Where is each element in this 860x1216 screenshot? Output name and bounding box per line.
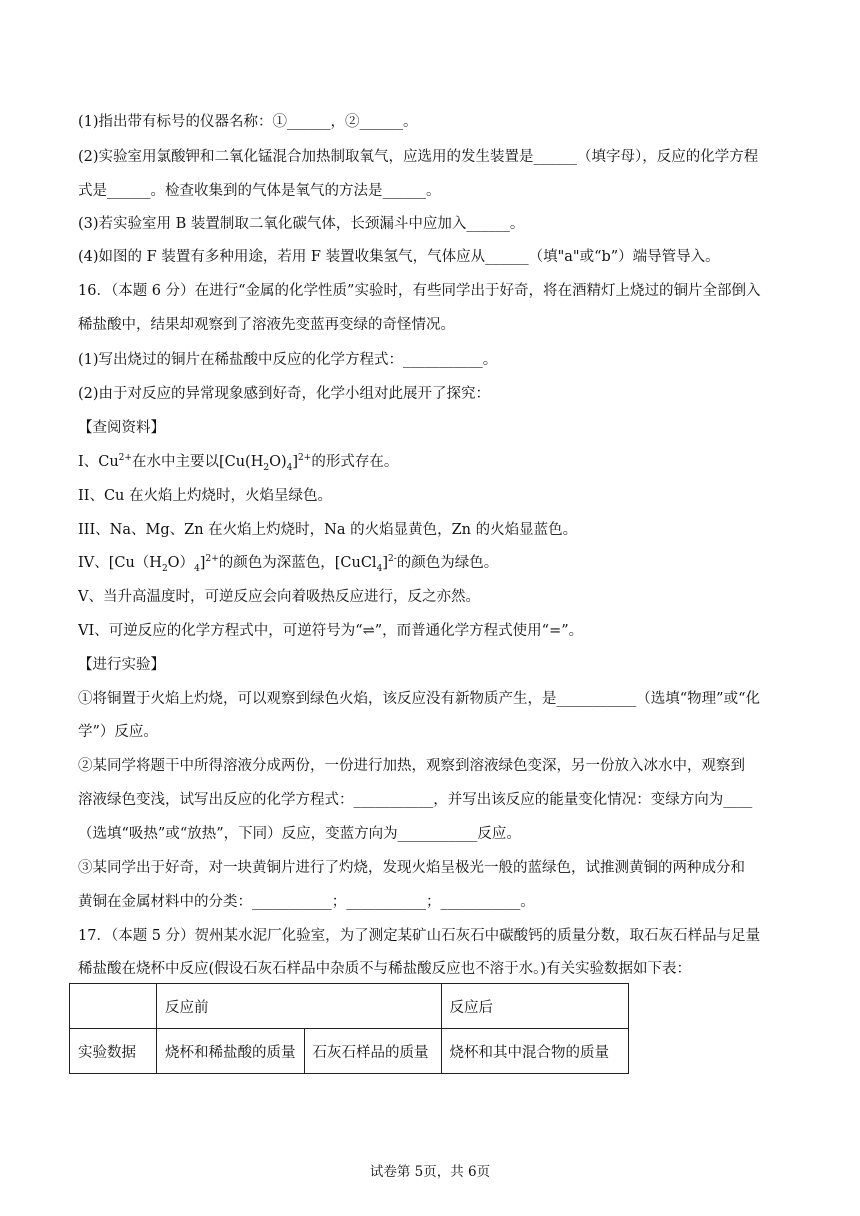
- q16-sub2: (2)由于对反应的异常现象感到好奇，化学小组对此展开了探究：: [78, 386, 491, 402]
- table-row: [70, 984, 629, 1029]
- table-cell-beaker-acid: 烧杯和稀盐酸的质量: [157, 1029, 305, 1074]
- experiment-2-line1: ②某同学将题干中所得溶液分成两份，一份进行加热，观察到溶液绿色变深，另一份放入冰水中，观察到: [78, 758, 745, 774]
- experiment-1-line1: ①将铜置于火焰上灼烧，可以观察到绿色火焰，该反应没有新物质产生，是___________（选填“物理”或“化: [78, 691, 760, 707]
- reference-item-3: III、Na、Mg、Zn 在火焰上灼烧时，Na 的火焰显黄色，Zn 的火焰显蓝色。: [78, 522, 578, 538]
- experiment-3-line1: ③某同学出于好奇，对一块黄铜片进行了灼烧，发现火焰呈极光一般的蓝绿色，试推测黄铜的两种成分和: [78, 860, 745, 876]
- q15-part4: (4)如图的 F 装置有多种用途，若用 F 装置收集氢气，气体应从______（填"a"或“b”）端导管导入。: [78, 249, 720, 265]
- experiment-2-line3: （选填“吸热”或“放热”，下同）反应，变蓝方向为___________反应。: [78, 826, 521, 842]
- experiment-data-table: [69, 983, 629, 1074]
- reference-item-1: I、$Cu^{2+}$在水中主要以$[Cu(H_2O)_4]^{2+}$的形式存在。: [78, 453, 399, 472]
- experiment-heading: 【进行实验】: [78, 657, 165, 673]
- table-header-before: 反应前: [157, 984, 442, 1029]
- q15-part3: (3)若实验室用 B 装置制取二氧化碳气体，长颈漏斗中应加入______。: [78, 216, 525, 232]
- q16-sub1: (1)写出烧过的铜片在稀盐酸中反应的化学方程式：___________。: [78, 352, 498, 368]
- q16-intro-line1: 16．（本题 6 分）在进行“金属的化学性质”实验时，有些同学出于好奇，将在酒精灯上烧过的铜片全部倒入: [78, 283, 761, 299]
- experiment-3-line2: 黄铜在金属材料中的分类：___________；___________；___________。: [78, 894, 535, 910]
- table-cell-mixture: 烧杯和其中混合物的质量: [441, 1029, 628, 1074]
- q16-intro-line2: 稀盐酸中，结果却观察到了溶液先变蓝再变绿的奇怪情况。: [78, 317, 455, 333]
- reference-item-5: V、当升高温度时，可逆反应会向着吸热反应进行，反之亦然。: [78, 589, 480, 605]
- table-cell-empty: [70, 984, 157, 1029]
- q15-part2-line2: 式是______。检查收集到的气体是氧气的方法是______。: [78, 183, 441, 199]
- table-row-label: 实验数据: [70, 1029, 157, 1074]
- q17-intro-line2: 稀盐酸在烧杯中反应(假设石灰石样品中杂质不与稀盐酸反应也不溶于水。)有关实验数据如下表：: [78, 961, 692, 977]
- q15-part1: (1)指出带有标号的仪器名称：①______，②______。: [78, 114, 418, 130]
- reference-item-2: II、Cu 在火焰上灼烧时，火焰呈绿色。: [78, 488, 332, 504]
- q15-part2-line1: (2)实验室用氯酸钾和二氧化锰混合加热制取氧气，应选用的发生装置是______（填字母），反应的化学方程: [78, 149, 759, 165]
- table-header-after: 反应后: [441, 984, 628, 1029]
- experiment-2-line2: 溶液绿色变浅，试写出反应的化学方程式：___________，并写出该反应的能量变化情况：变绿方向为____: [78, 792, 753, 808]
- q17-intro-line1: 17．（本题 5 分）贺州某水泥厂化验室，为了测定某矿山石灰石中碳酸钙的质量分数，取石灰石样品与足量: [78, 928, 761, 944]
- page-footer: 试卷第 5页，共 6页: [369, 1164, 491, 1180]
- table-cell-limestone: 石灰石样品的质量: [304, 1029, 441, 1074]
- experiment-1-line2: 学”）反应。: [78, 724, 158, 740]
- table-row: [70, 1029, 629, 1074]
- reference-item-6: VI、可逆反应的化学方程式中，可逆符号为“⇌”，而普通化学方程式使用“=”。: [78, 623, 584, 639]
- reference-item-4: IV、$[Cu(H_2O)_4]^{2+}$的颜色为深蓝色，[CuCl$_4$]$^{2-}$的颜色为绿色。: [78, 554, 499, 573]
- reference-heading: 【查阅资料】: [78, 420, 165, 436]
